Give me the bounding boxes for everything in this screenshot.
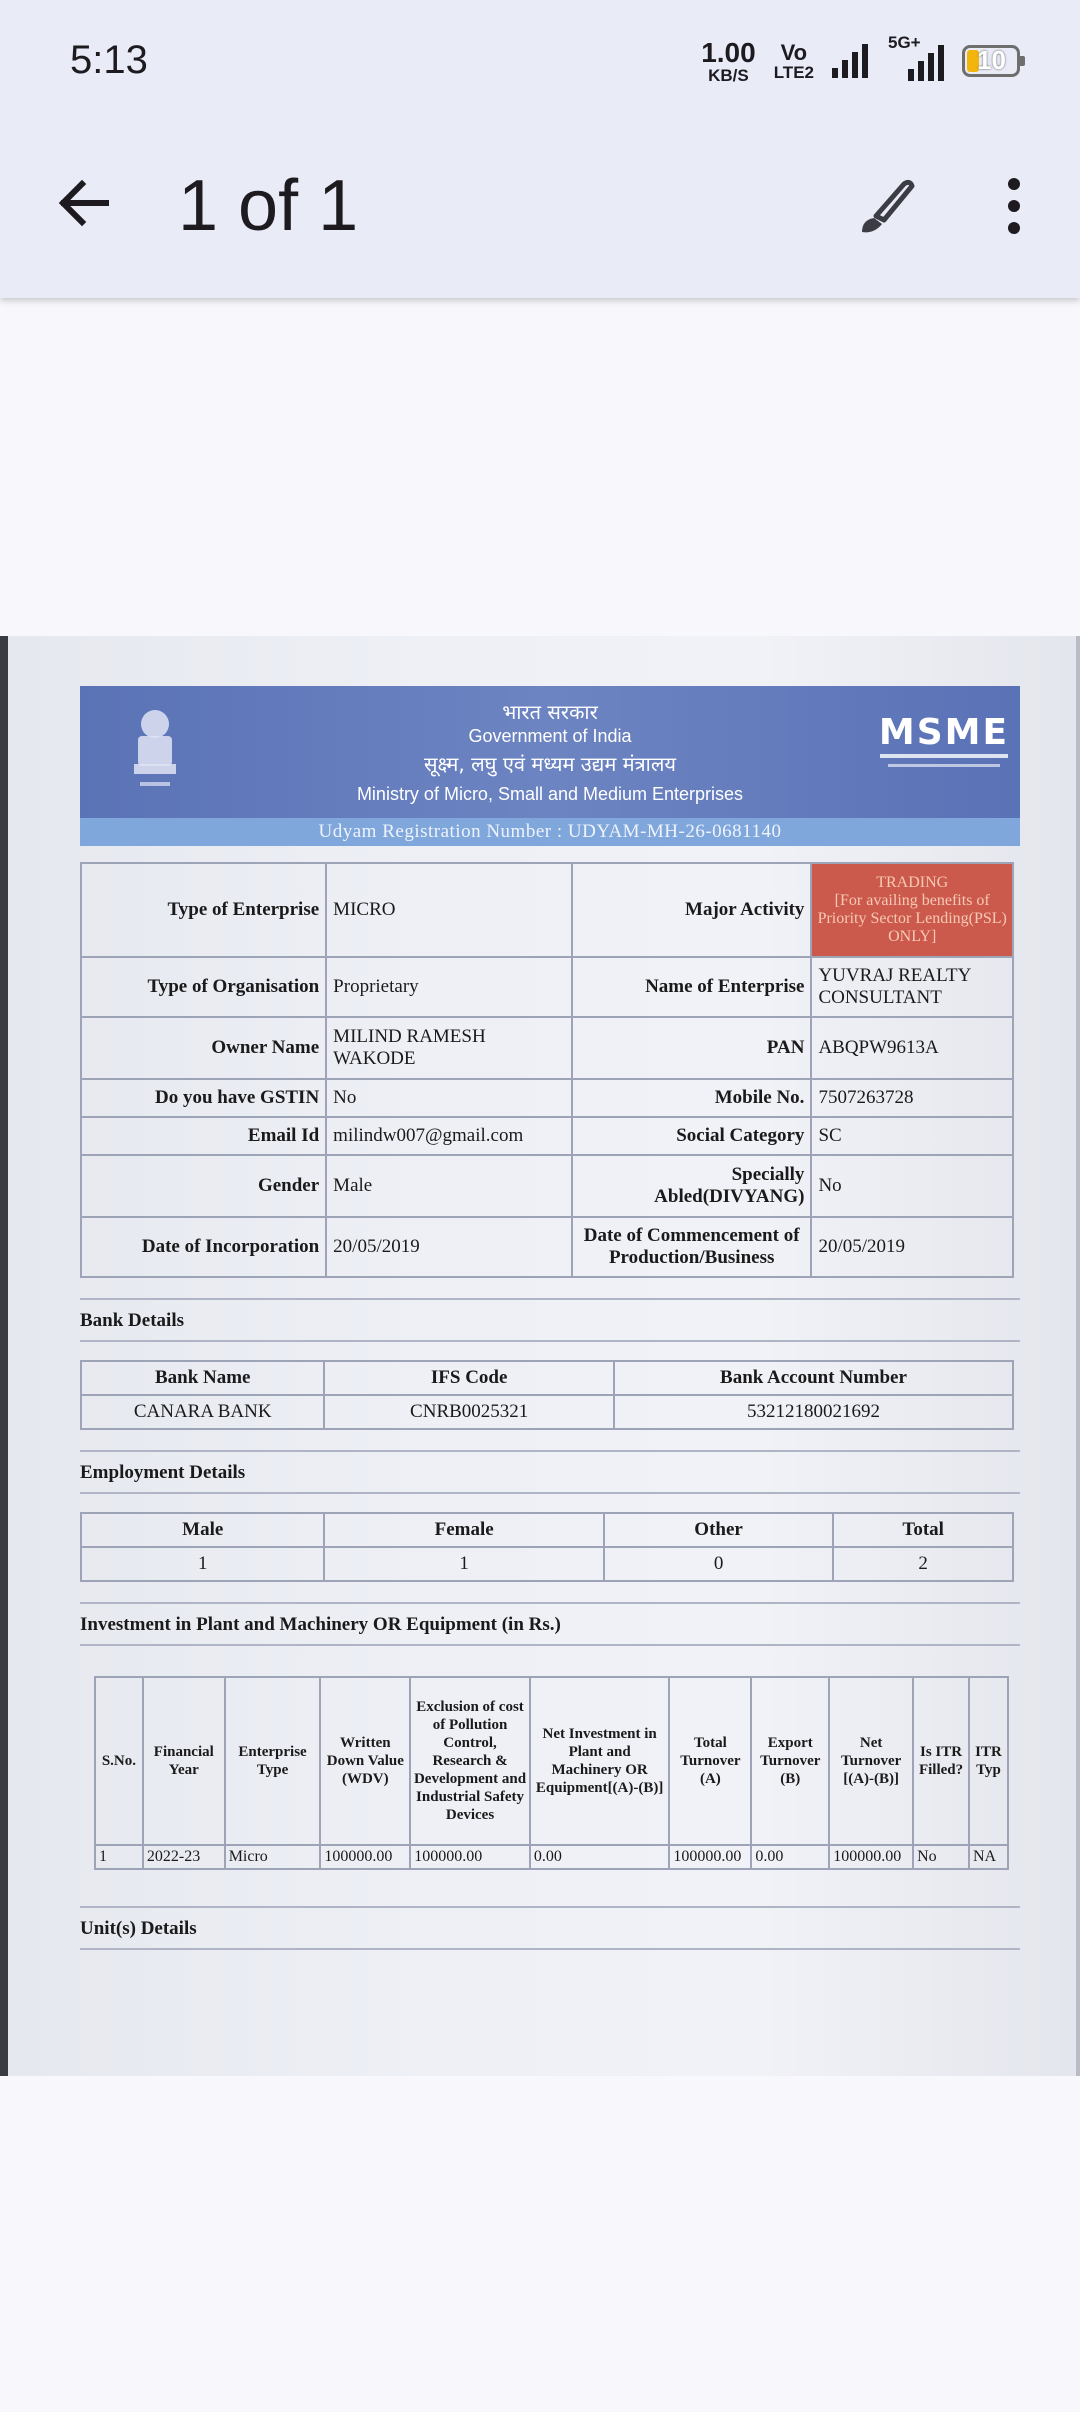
bank-header: IFS Code [324,1361,613,1395]
investment-header: Enterprise Type [225,1677,321,1845]
email-label: Email Id [81,1117,326,1155]
network-type: 5G+ [888,33,921,52]
investment-header: ITR Typ [969,1677,1008,1845]
account-number-value: 53212180021692 [614,1395,1013,1429]
owner-name-value: MILIND RAMESH WAKODE [326,1017,572,1079]
network-speed-unit: KB/S [708,65,749,85]
urn-label: Udyam Registration Number [318,821,552,842]
paper-edge [1076,636,1080,2076]
volte-indicator [773,39,814,82]
investment-header: Exclusion of cost of Pollution Control, Research & Development and Industrial Safety Devices [410,1677,530,1845]
back-button[interactable] [50,168,120,238]
specially-abled-label: Specially Abled(DIVYANG) [572,1155,812,1217]
gstin-value: No [326,1079,572,1117]
battery-level: 10 [977,45,1006,75]
major-activity-note: [For availing benefits of Priority Sector Lending(PSL) ONLY] [817,892,1007,945]
investment-title: Investment in Plant and Machinery OR Equipment (in Rs.) [80,1602,1020,1636]
major-activity-text: TRADING [876,874,949,891]
employment-header: Total [833,1513,1013,1547]
gender-value: Male [326,1155,572,1217]
government-of-india: Government of India [468,726,632,746]
investment-cell: 100000.00 [669,1845,751,1869]
pan-value: ABQPW9613A [811,1017,1013,1079]
mobile-label: Mobile No. [572,1079,812,1117]
female-count: 1 [324,1547,603,1581]
divider [80,1948,1020,1950]
udyam-registration-number [80,818,1020,846]
udyam-certificate [80,686,1020,1950]
signal-5g-icon [886,33,944,81]
bank-header: Bank Name [81,1361,324,1395]
investment-cell: 2022-23 [143,1845,225,1869]
investment-header: Net Turnover [(A)-(B)] [829,1677,913,1845]
employment-details-title: Employment Details [80,1450,1020,1484]
investment-cell: 0.00 [530,1845,670,1869]
investment-header: Total Turnover (A) [669,1677,751,1845]
gstin-label: Do you have GSTIN [81,1079,326,1117]
urn-separator: : [556,821,563,842]
type-of-organisation-value: Proprietary [326,957,572,1017]
owner-name-label: Owner Name [81,1017,326,1079]
page-counter: 1 of 1 [178,166,359,246]
name-of-enterprise-value: YUVRAJ REALTY CONSULTANT [811,957,1013,1017]
investment-cell: 1 [95,1845,143,1869]
investment-cell: Micro [225,1845,321,1869]
document-page [8,636,1076,2076]
ministry-name: Ministry of Micro, Small and Medium Enterprises [356,784,744,804]
network-speed [701,36,756,85]
investment-cell: No [913,1845,969,1869]
incorporation-label: Date of Incorporation [81,1217,326,1277]
volte-top: Vo [780,39,808,65]
paper-shadow [0,636,8,2076]
arrow-left-icon [50,168,120,238]
signal-sim1-icon [832,44,868,78]
bank-details-table [80,1360,1014,1430]
status-icons [701,33,1020,86]
investment-header: S.No. [95,1677,143,1845]
more-options-button[interactable] [990,170,1038,242]
volte-bottom: LTE2 [773,62,814,82]
social-category-value: SC [811,1117,1013,1155]
bank-details-title: Bank Details [80,1298,1020,1332]
employment-details-table [80,1512,1014,1582]
investment-cell: NA [969,1845,1008,1869]
ifs-code-value: CNRB0025321 [324,1395,613,1429]
total-count: 2 [833,1547,1013,1581]
certificate-banner [80,686,1020,818]
battery-icon [962,45,1020,77]
major-activity-value [811,863,1013,957]
divider [80,1340,1020,1342]
hindi-government: भारत सरकार [502,700,598,724]
bank-name-value: CANARA BANK [81,1395,324,1429]
investment-cell: 0.00 [751,1845,829,1869]
investment-cell: 100000.00 [410,1845,530,1869]
investment-table [94,1676,1009,1870]
divider [80,1492,1020,1494]
male-count: 1 [81,1547,324,1581]
msme-logo-text: MSME [878,712,1010,753]
major-activity-label: Major Activity [572,863,812,957]
investment-header: Is ITR Filled? [913,1677,969,1845]
investment-header: Net Investment in Plant and Machinery OR Equipment[(A)-(B)] [530,1677,670,1845]
mobile-value: 7507263728 [811,1079,1013,1117]
annotate-button[interactable] [850,170,922,242]
msme-logo [874,708,1014,778]
type-of-enterprise-label: Type of Enterprise [81,863,326,957]
more-vertical-icon [990,170,1038,242]
investment-header: Export Turnover (B) [751,1677,829,1845]
bank-header: Bank Account Number [614,1361,1013,1395]
investment-header: Financial Year [143,1677,225,1845]
type-of-organisation-label: Type of Organisation [81,957,326,1017]
units-details-title: Unit(s) Details [80,1906,1020,1940]
network-speed-value: 1.00 [701,36,756,68]
investment-cell: 100000.00 [320,1845,410,1869]
document-photo [0,636,1080,2076]
employment-header: Other [604,1513,834,1547]
incorporation-value: 20/05/2019 [326,1217,572,1277]
commencement-value: 20/05/2019 [811,1217,1013,1277]
hindi-ministry: सूक्ष्म, लघु एवं मध्यम उद्यम मंत्रालय [424,752,676,776]
other-count: 0 [604,1547,834,1581]
specially-abled-value: No [811,1155,1013,1217]
employment-header: Female [324,1513,603,1547]
investment-header: Written Down Value (WDV) [320,1677,410,1845]
investment-cell: 100000.00 [829,1845,913,1869]
commencement-label: Date of Commencement of Production/Business [572,1217,812,1277]
divider [80,1644,1020,1646]
gender-label: Gender [81,1155,326,1217]
type-of-enterprise-value: MICRO [326,863,572,957]
urn-value: UDYAM-MH-26-0681140 [567,821,782,842]
pan-label: PAN [572,1017,812,1079]
employment-header: Male [81,1513,324,1547]
status-time: 5:13 [70,38,148,82]
enterprise-info-table [80,862,1014,1278]
social-category-label: Social Category [572,1117,812,1155]
name-of-enterprise-label: Name of Enterprise [572,957,812,1017]
brush-icon [850,170,922,242]
email-value: milindw007@gmail.com [326,1117,572,1155]
